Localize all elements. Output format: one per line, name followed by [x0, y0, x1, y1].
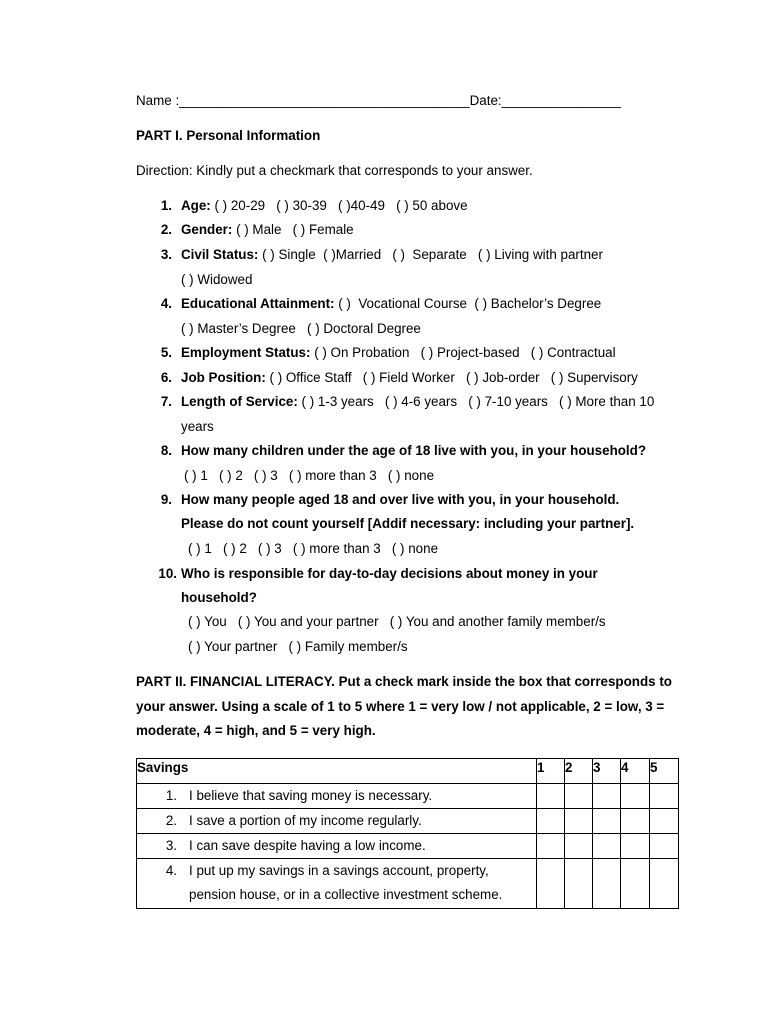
scale-header: 5	[650, 759, 679, 784]
rating-box-2[interactable]	[565, 809, 593, 834]
rating-box-2[interactable]	[565, 834, 593, 859]
question-options-line2: years	[181, 419, 214, 434]
rating-box-4[interactable]	[621, 809, 650, 834]
question-options: ( ) On Probation ( ) Project-based ( ) Contractual	[310, 345, 616, 360]
statement-text: I believe that saving money is necessary.	[189, 788, 433, 803]
question-label: Gender:	[181, 222, 233, 237]
question-length-of-service	[181, 394, 654, 409]
part2-instructions: PART II. FINANCIAL LITERACY. Put a check mark inside the box that corresponds to your answer. Using a scale of 1 to 5 where 1 = very low / not applicable, 2 = low, 3 = moderate, 4 = high, and 5 = very high.	[136, 674, 672, 738]
question-options-line2: ( ) Master’s Degree ( ) Doctoral Degree	[181, 321, 421, 336]
question-employment-status	[181, 345, 616, 360]
table-row	[137, 859, 679, 909]
question-options: ( ) You ( ) You and your partner ( ) You and another family member/s	[188, 614, 606, 629]
statement-number: 2.	[165, 813, 177, 828]
question-options-line2: ( ) Your partner ( ) Family member/s	[188, 639, 408, 654]
table-header-row	[137, 759, 679, 784]
statement-text: I put up my savings in a savings account, property,	[189, 863, 489, 878]
rating-box-1[interactable]	[537, 784, 565, 809]
question-number: 8.	[160, 443, 172, 458]
statement-cell	[137, 809, 537, 834]
question-number: 10.	[158, 566, 177, 581]
statement-text: I save a portion of my income regularly.	[189, 813, 422, 828]
table-header-savings: Savings	[137, 759, 537, 784]
question-label: Employment Status:	[181, 345, 311, 360]
rating-box-3[interactable]	[593, 834, 621, 859]
table-row	[137, 809, 679, 834]
question-options: ( ) 20-29 ( ) 30-39 ( )40-49 ( ) 50 above	[210, 198, 468, 213]
rating-box-5[interactable]	[650, 834, 679, 859]
question-options: ( ) 1 ( ) 2 ( ) 3 ( ) more than 3 ( ) none	[188, 541, 439, 556]
question-label: Educational Attainment:	[181, 296, 335, 311]
question-number: 6.	[160, 370, 172, 385]
question-money-decisions: Who is responsible for day-to-day decisions about money in your	[181, 566, 598, 581]
part1-title: PART I. Personal Information	[136, 128, 321, 143]
rating-box-2[interactable]	[565, 784, 593, 809]
question-number: 5.	[160, 345, 172, 360]
name-date-line: Name :_______________________________________Date:________________	[136, 93, 621, 108]
question-options: ( ) 1-3 years ( ) 4-6 years ( ) 7-10 years ( ) More than 10	[297, 394, 655, 409]
rating-box-5[interactable]	[650, 859, 679, 909]
savings-table	[136, 758, 679, 909]
direction-text: Direction: Kindly put a checkmark that corresponds to your answer.	[136, 163, 533, 178]
question-adults: How many people aged 18 and over live with you, in your household.	[181, 492, 620, 507]
scale-header: 3	[593, 759, 621, 784]
table-row	[137, 834, 679, 859]
rating-box-3[interactable]	[593, 859, 621, 909]
question-gender	[181, 222, 354, 237]
rating-box-5[interactable]	[650, 809, 679, 834]
question-options-line2: ( ) Widowed	[181, 272, 253, 287]
question-options: ( ) Vocational Course ( ) Bachelor’s Degree	[334, 296, 602, 311]
statement-cell	[137, 834, 537, 859]
rating-box-4[interactable]	[621, 834, 650, 859]
question-age	[181, 198, 468, 213]
statement-number: 4.	[165, 863, 177, 878]
question-options: ( ) 1 ( ) 2 ( ) 3 ( ) more than 3 ( ) none	[184, 468, 435, 483]
question-number: 4.	[160, 296, 172, 311]
rating-box-1[interactable]	[537, 859, 565, 909]
statement-cell	[137, 859, 537, 909]
rating-box-1[interactable]	[537, 809, 565, 834]
rating-box-3[interactable]	[593, 784, 621, 809]
question-number: 7.	[160, 394, 172, 409]
rating-box-5[interactable]	[650, 784, 679, 809]
scale-header: 4	[621, 759, 650, 784]
rating-box-4[interactable]	[621, 859, 650, 909]
question-number: 9.	[160, 492, 172, 507]
question-civil-status	[181, 247, 603, 262]
question-children: How many children under the age of 18 live with you, in your household?	[181, 443, 647, 458]
rating-box-1[interactable]	[537, 834, 565, 859]
scale-header: 1	[537, 759, 565, 784]
rating-box-4[interactable]	[621, 784, 650, 809]
statement-text: I can save despite having a low income.	[189, 838, 426, 853]
scale-header: 2	[565, 759, 593, 784]
question-job-position	[181, 370, 638, 385]
statement-text-line2: pension house, or in a collective investment scheme.	[189, 887, 503, 902]
table-row	[137, 784, 679, 809]
question-education	[181, 296, 601, 311]
question-label: Length of Service:	[181, 394, 298, 409]
question-money-decisions-line2: household?	[181, 590, 257, 605]
rating-box-3[interactable]	[593, 809, 621, 834]
question-label: Civil Status:	[181, 247, 259, 262]
question-number: 1.	[160, 198, 172, 213]
question-number: 2.	[160, 222, 172, 237]
statement-cell	[137, 784, 537, 809]
statement-number: 3.	[165, 838, 177, 853]
question-number: 3.	[160, 247, 172, 262]
statement-number: 1.	[165, 788, 177, 803]
question-label: Age:	[181, 198, 211, 213]
question-options: ( ) Single ( )Married ( ) Separate ( ) Living with partner	[258, 247, 603, 262]
question-options: ( ) Male ( ) Female	[232, 222, 354, 237]
rating-box-2[interactable]	[565, 859, 593, 909]
question-adults-line2: Please do not count yourself [Addif necessary: including your partner].	[181, 516, 635, 531]
question-label: Job Position:	[181, 370, 266, 385]
question-options: ( ) Office Staff ( ) Field Worker ( ) Job-order ( ) Supervisory	[265, 370, 638, 385]
